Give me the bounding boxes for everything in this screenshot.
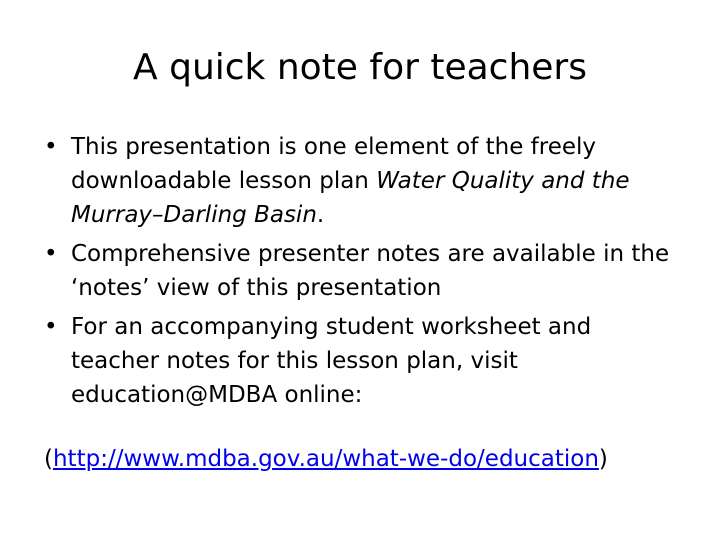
bullet-item-worksheet xyxy=(44,310,684,412)
lesson-plan-title: Water Quality and the Murray–Darling Basin xyxy=(71,168,630,228)
bullet-list xyxy=(44,130,684,417)
bullet-icon: • xyxy=(44,241,58,267)
url-open-paren: ( xyxy=(44,446,53,472)
bullet-icon: • xyxy=(44,134,58,160)
bullet-item-lesson-plan xyxy=(44,130,684,232)
slide-title: A quick note for teachers xyxy=(133,47,587,88)
url-close-paren: ) xyxy=(598,446,608,472)
url-line xyxy=(44,442,704,476)
bullet-text-end: . xyxy=(316,202,325,228)
education-link[interactable]: http://www.mdba.gov.au/what-we-do/education xyxy=(52,446,599,472)
bullet-text-start: This presentation is one element of the freely downloadable lesson plan xyxy=(71,134,597,194)
bullet-text xyxy=(71,134,630,228)
bullet-text: Comprehensive presenter notes are available in the ‘notes’ view of this presentation xyxy=(71,241,670,301)
bullet-text: For an accompanying student worksheet and teacher notes for this lesson plan, visit education@MDBA online: xyxy=(71,314,592,408)
bullet-item-presenter-notes xyxy=(44,237,684,305)
bullet-icon: • xyxy=(44,314,58,340)
